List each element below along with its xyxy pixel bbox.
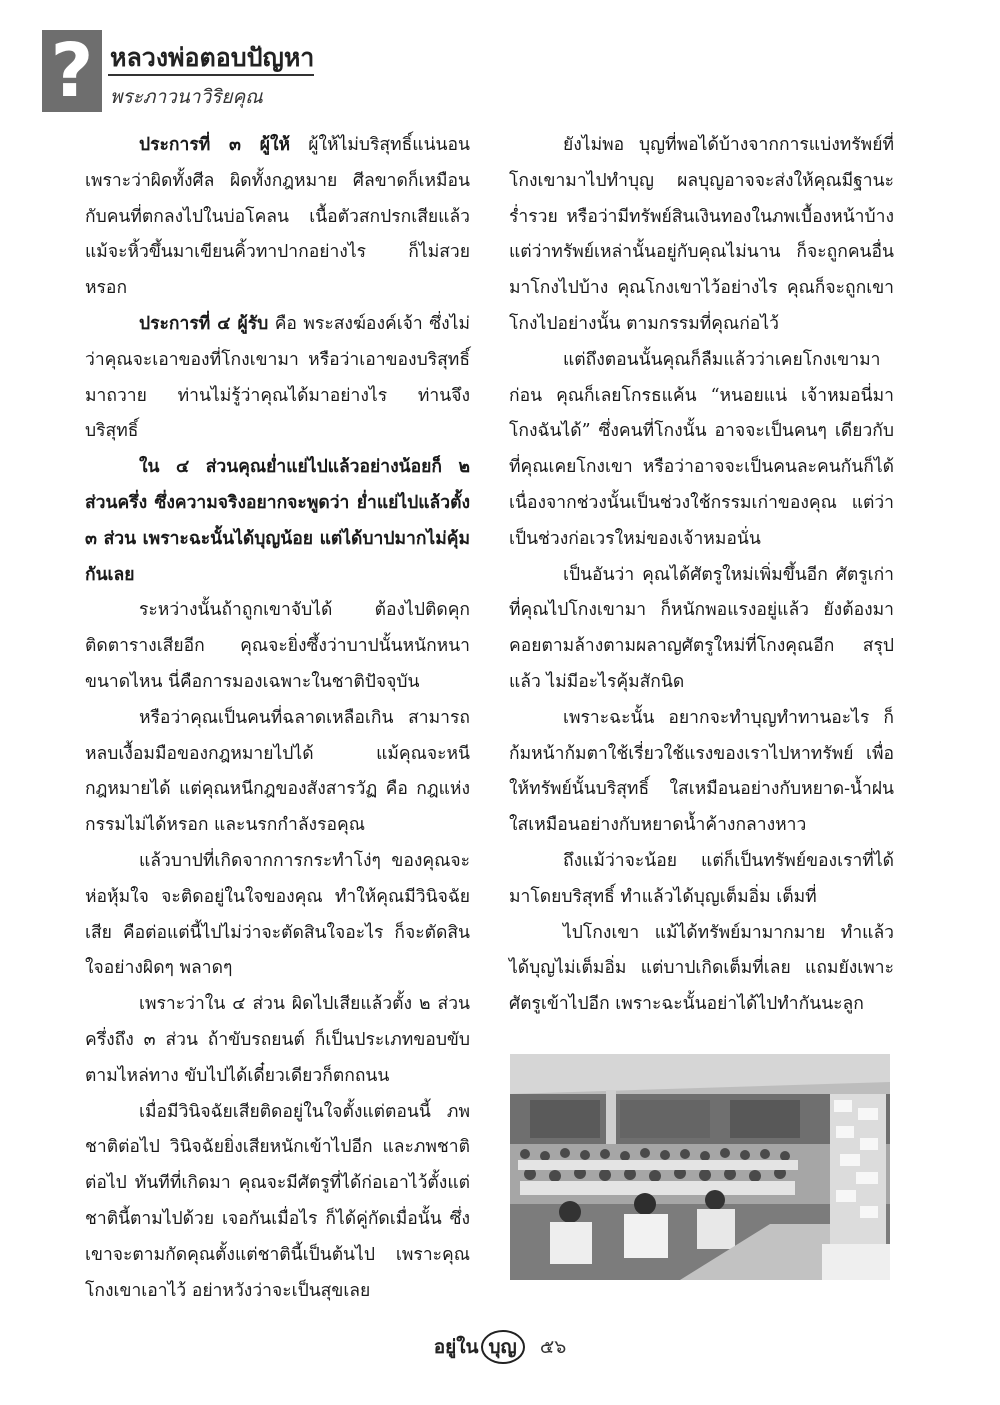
photo-congregation [510, 1054, 890, 1280]
photo-illustration [510, 1054, 890, 1280]
paragraph: เป็นอันว่า คุณได้ศัตรูใหม่เพิ่มขึ้นอีก ศัตรูเก่าที่คุณไปโกงเขามา ก็หนักพอแรงอยู่แล้ว ยังต้องมาคอยตามล้างตามผลาญศัตรูใหม่ที่โกงคุณอีก สรุปแล้ว ไม่มีอะไรคุ้มสักนิด [509, 564, 894, 692]
paragraph: เมื่อมีวินิจฉัยเสียติดอยู่ในใจตั้งแต่ตอนนี้ ภพชาติต่อไป วินิจฉัยยิ่งเสียหนักเข้าไปอีก และภพชาติต่อไป ทันทีที่เกิดมา คุณจะมีศัตรูที่ได้ก่อเอาไว้ตั้งแต่ชาตินี้ตามไปด้วย เจอกันเมื่อไร ก็ได้คู่กัดเมื่อนั้น ซึ่งเขาจะตามกัดคุณตั้งแต่ชาตินี้เป็นต้นไป เพราะคุณโกงเขาเอาไว้ อย่าหวังว่าจะเป็นสุขเลย [85, 1101, 470, 1301]
paragraph: ประการที่ ๓ ผู้ให้ ผู้ให้ไม่บริสุทธิ์แน่นอน เพราะว่าผิดทั้งศีล ผิดทั้งกฎหมาย ศีลขาดก็เหมือนกับคนที่ตกลงไปในบ่อโคลน เนื้อตัวสกปรกเสียแล้ว แม้จะหิ้วขึ้นมาเขียนคิ้วทาปากอย่างไร ก็ไม่สวยหรอก [85, 135, 470, 299]
page-title: หลวงพ่อตอบปัญหา [110, 43, 315, 72]
page-footer [0, 1330, 1000, 1370]
author-subtitle: พระภาวนาวิริยคุณ [110, 86, 263, 108]
title-underline [108, 74, 314, 76]
paragraph: แล้วบาปที่เกิดจากการกระทำโง่ๆ ของคุณจะห่อหุ้มใจ จะติดอยู่ในใจของคุณ ทำให้คุณมีวินิจฉัยเสีย คือต่อแต่นี้ไปไม่ว่าจะตัดสินใจอะไร ก็จะตัดสินใจอย่างผิดๆ พลาดๆ [85, 850, 470, 979]
paragraph: ระหว่างนั้นถ้าถูกเขาจับได้ ต้องไปติดคุกติดตารางเสียอีก คุณจะยิ่งซึ้งว่าบาปนั้นหนักหนาขนาดไหน นี่คือการมองเฉพาะในชาติปัจจุบัน [85, 600, 470, 692]
paragraph: ยังไม่พอ บุญที่พอได้บ้างจากการแบ่งทรัพย์ที่โกงเขามาไปทำบุญ ผลบุญอาจจะส่งให้คุณมีฐานะร่ำรวย หรือว่ามีทรัพย์สินเงินทองในภพเบื้องหน้าบ้าง แต่ว่าทรัพย์เหล่านั้นอยู่กับคุณไม่นาน ก็จะถูกคนอื่นมาโกงไปบ้าง คุณโกงเขาไว้อย่างไร คุณก็จะถูกเขาโกงไปอย่างนั้น ตามกรรมที่คุณก่อไว้ [509, 135, 894, 334]
paragraph-emphasis: ใน ๔ ส่วนคุณย่ำแย่ไปแล้วอย่างน้อยก็ ๒ ส่วนครึ่ง ซึ่งความจริงอยากจะพูดว่า ย่ำแย่ไปแล้วตั้ง ๓ ส่วน เพราะฉะนั้นได้บุญน้อย แต่ได้บาปมากไม่คุ้มกันเลย [85, 457, 470, 585]
right-column [509, 128, 894, 1023]
paragraph: แต่ถึงตอนนั้นคุณก็ลืมแล้วว่าเคยโกงเขามาก่อน คุณก็เลยโกรธแค้น “หนอยแน่ เจ้าหมอนี่มาโกงฉันได้” ซึ่งคนที่โกงนั้น อาจจะเป็นคนๆ เดียวกับที่คุณเคยโกงเขา หรือว่าอาจจะเป็นคนละคนกันก็ได้ เนื่องจากช่วงนั้นเป็นช่วงใช้กรรมเก่าของคุณ แต่ว่าเป็นช่วงก่อเวรใหม่ของเจ้าหมอนั่น [509, 349, 894, 549]
paragraph: หรือว่าคุณเป็นคนที่ฉลาดเหลือเกิน สามารถหลบเงื้อมมือของกฎหมายไปได้ แม้คุณจะหนีกฎหมายได้ แต่คุณหนีกฎของสังสารวัฏ คือ กฎแห่งกรรมไม่ได้หรอก และนรกกำลังรอคุณ [85, 707, 470, 836]
magazine-logo: อยู่ใน บุญ [434, 1330, 525, 1364]
paragraph: เพราะว่าใน ๔ ส่วน ผิดไปเสียแล้วตั้ง ๒ ส่วนครึ่งถึง ๓ ส่วน ถ้าขับรถยนต์ ก็เป็นประเภทขอบขับตามไหล่ทาง ขับไปได้เดี๋ยวเดียวก็ตกถนน [85, 994, 470, 1086]
paragraph: ไปโกงเขา แม้ได้ทรัพย์มามากมาย ทำแล้วได้บุญไม่เต็มอิ่ม แต่บาปเกิดเต็มที่เลย แถมยังเพาะศัตรูเข้าไปอีก เพราะฉะนั้นอย่าได้ไปทำกันนะลูก [509, 922, 894, 1015]
left-column [85, 128, 470, 1309]
paragraph: ประการที่ ๔ ผู้รับ คือ พระสงฆ์องค์เจ้า ซึ่งไม่ว่าคุณจะเอาของที่โกงเขามา หรือว่าเอาของบริสุทธิ์มาถวาย ท่านไม่รู้ว่าคุณได้มาอย่างไร ท่านจึงบริสุทธิ์ [85, 313, 470, 442]
paragraph: ถึงแม้ว่าจะน้อย แต่ก็เป็นทรัพย์ของเราที่ได้มาโดยบริสุทธิ์ ทำแล้วได้บุญเต็มอิ่ม เต็มที่ [509, 850, 894, 907]
paragraph: เพราะฉะนั้น อยากจะทำบุญทำทานอะไร ก็ก้มหน้าก้มตาใช้เรี่ยวใช้แรงของเราไปหาทรัพย์ เพื่อให้ทรัพย์นั้นบริสุทธิ์ ใสเหมือนอย่างกับหยาด-น้ำฝน ใสเหมือนอย่างกับหยาดน้ำค้างกลางหาว [509, 707, 894, 836]
page-number: ๕๖ [539, 1336, 567, 1358]
question-mark-icon: ? [42, 30, 102, 112]
